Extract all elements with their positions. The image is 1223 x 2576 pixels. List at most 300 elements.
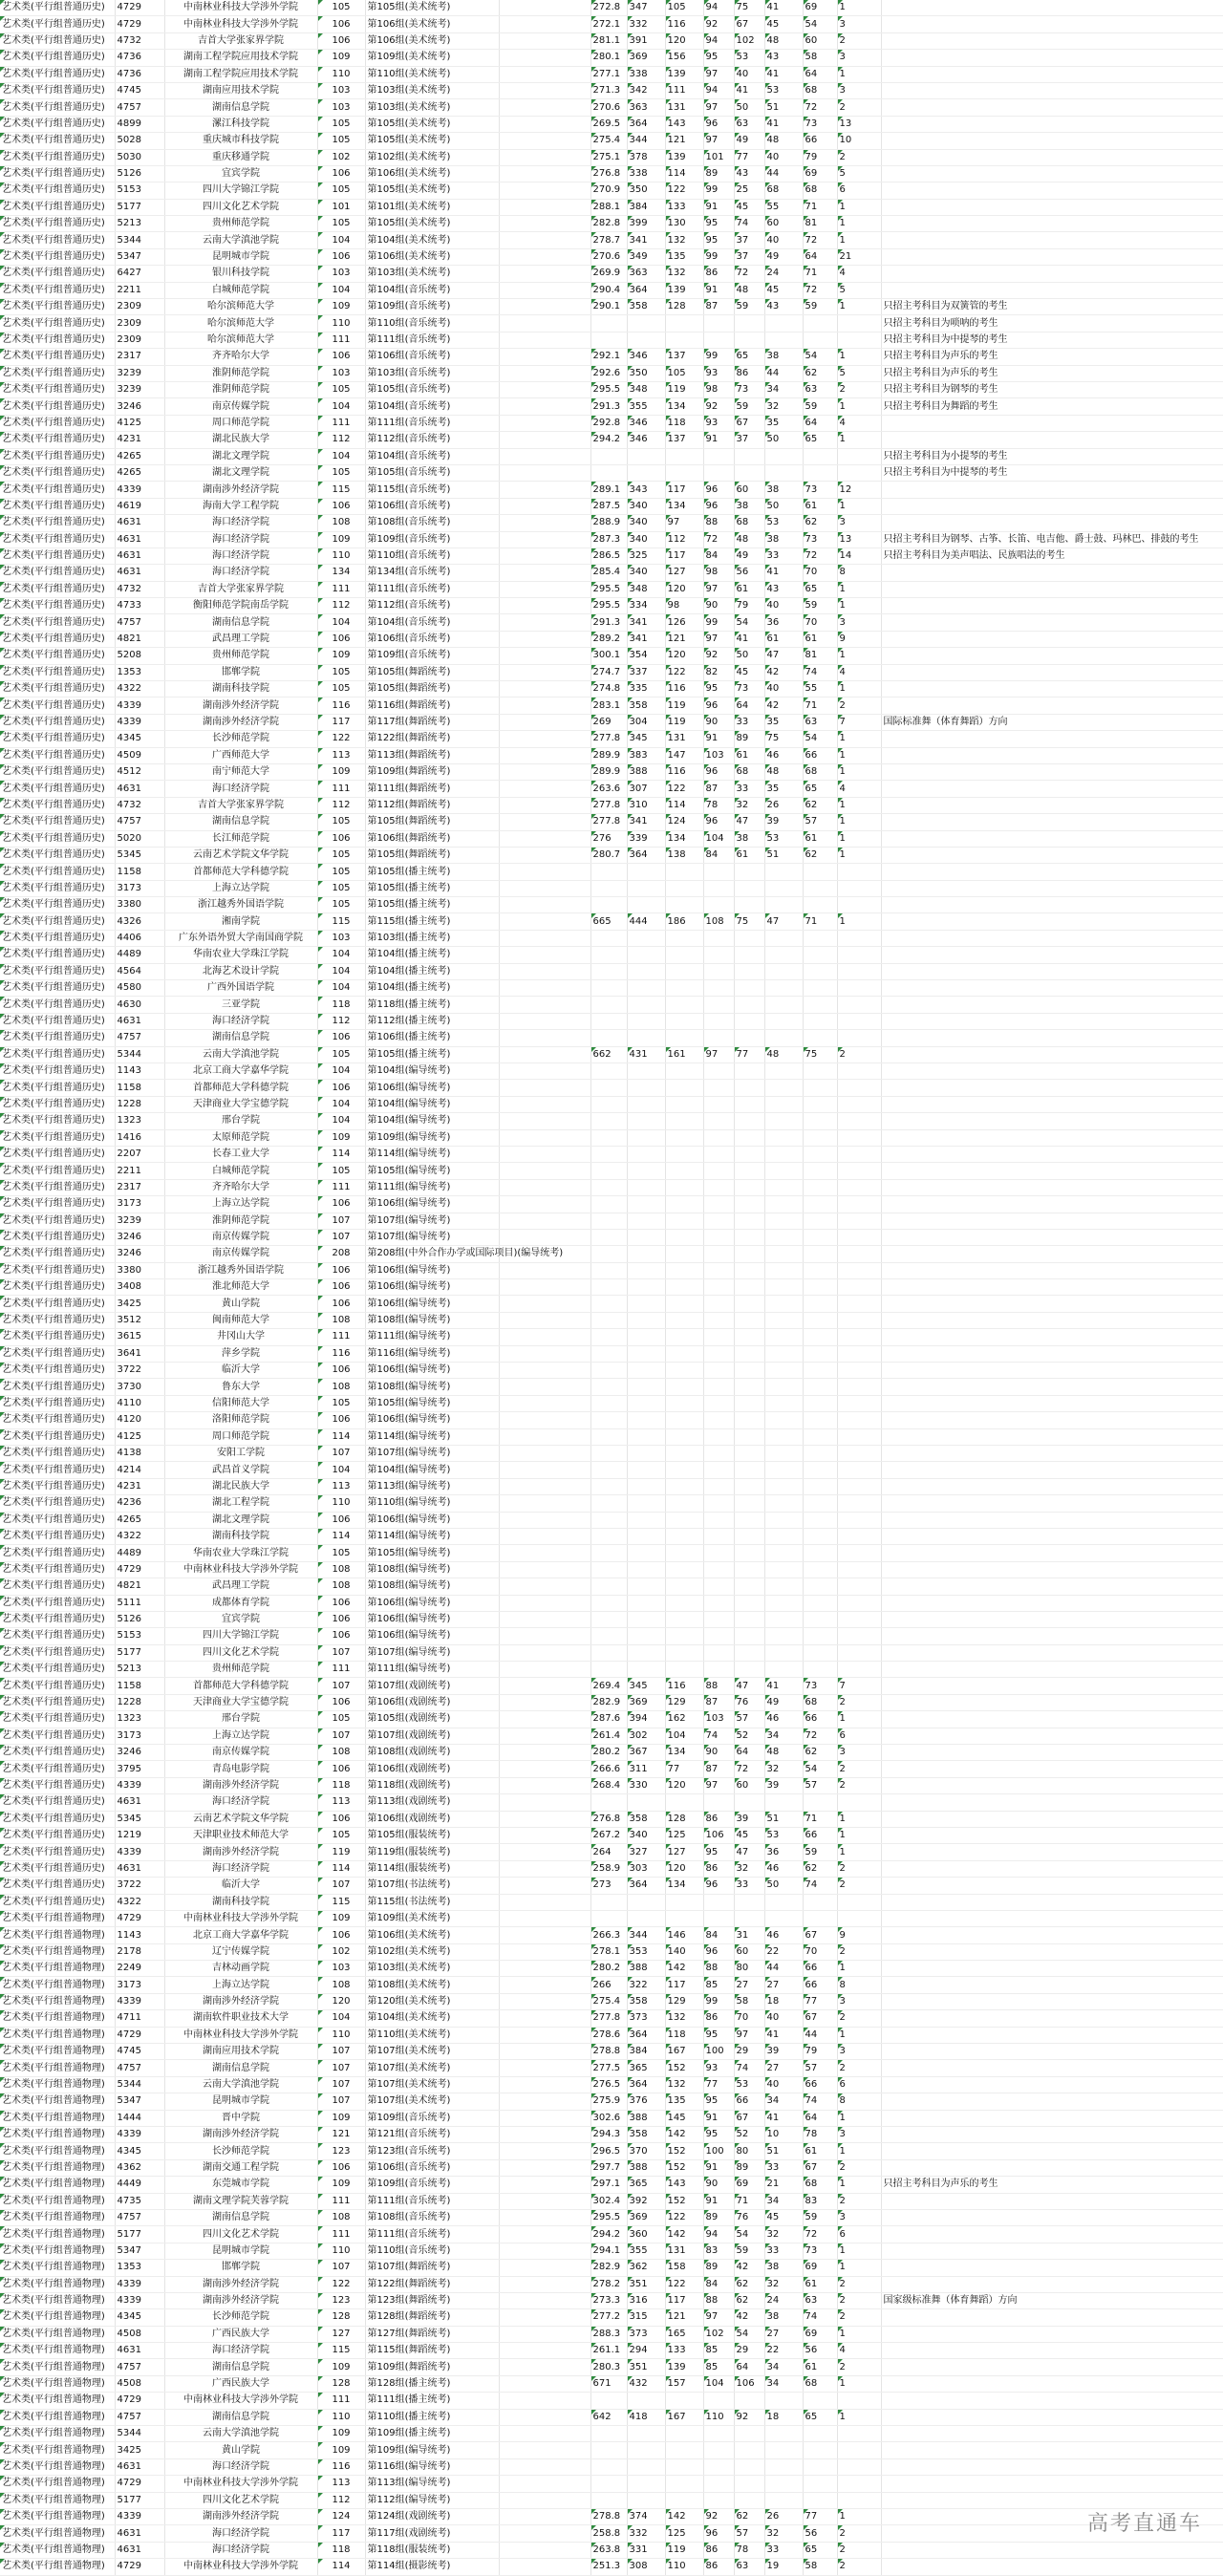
math-cell[interactable]: 99	[703, 248, 734, 265]
subject2-cell[interactable]: 62	[803, 515, 837, 531]
code-cell[interactable]: 3795	[115, 1761, 164, 1777]
total-cell[interactable]: 340	[627, 531, 665, 547]
group-code-cell[interactable]: 107	[317, 1678, 365, 1694]
math-cell[interactable]: 97	[703, 631, 734, 647]
count-cell[interactable]: 2	[837, 2292, 881, 2308]
count-cell[interactable]	[837, 1129, 881, 1146]
school-cell[interactable]: 信阳师范大学	[164, 1395, 317, 1411]
score-cell[interactable]	[590, 980, 627, 997]
group-name-cell[interactable]: 第105组(音乐统考)	[365, 464, 499, 481]
empty-cell[interactable]	[499, 2243, 590, 2259]
category-cell[interactable]: 艺术类(平行组普通历史)	[0, 1711, 115, 1728]
category-cell[interactable]: 艺术类(平行组普通物理)	[0, 2393, 115, 2409]
empty-cell[interactable]	[499, 1860, 590, 1877]
note-cell[interactable]	[881, 830, 1223, 847]
category-cell[interactable]: 艺术类(平行组普通历史)	[0, 464, 115, 481]
group-name-cell[interactable]: 第127组(舞蹈统考)	[365, 2326, 499, 2342]
subject1-cell[interactable]: 26	[764, 2508, 803, 2524]
math-cell[interactable]	[703, 2458, 734, 2475]
total-cell[interactable]: 350	[627, 365, 665, 381]
subject2-cell[interactable]	[803, 1312, 837, 1328]
chinese-cell[interactable]: 131	[665, 99, 703, 116]
group-name-cell[interactable]: 第104组(音乐统考)	[365, 614, 499, 631]
chinese-cell[interactable]: 134	[665, 830, 703, 847]
score-cell[interactable]: 274.8	[590, 681, 627, 698]
score-cell[interactable]: 282.8	[590, 216, 627, 232]
math-cell[interactable]: 93	[703, 365, 734, 381]
math-cell[interactable]	[703, 1129, 734, 1146]
group-code-cell[interactable]: 118	[317, 2542, 365, 2558]
chinese-cell[interactable]: 134	[665, 498, 703, 514]
subject2-cell[interactable]	[803, 997, 837, 1013]
code-cell[interactable]: 4736	[115, 66, 164, 82]
english-cell[interactable]: 97	[734, 2027, 764, 2043]
chinese-cell[interactable]	[665, 332, 703, 348]
school-cell[interactable]: 湖南信息学院	[164, 814, 317, 830]
group-code-cell[interactable]: 117	[317, 2525, 365, 2542]
subject1-cell[interactable]: 43	[764, 50, 803, 66]
group-code-cell[interactable]: 128	[317, 2309, 365, 2326]
group-name-cell[interactable]: 第112组(音乐统考)	[365, 432, 499, 448]
subject1-cell[interactable]: 41	[764, 2027, 803, 2043]
total-cell[interactable]: 331	[627, 2542, 665, 2558]
math-cell[interactable]: 91	[703, 432, 734, 448]
subject1-cell[interactable]: 40	[764, 232, 803, 248]
subject1-cell[interactable]	[764, 2393, 803, 2409]
code-cell[interactable]: 4406	[115, 930, 164, 946]
group-code-cell[interactable]: 109	[317, 2359, 365, 2375]
subject1-cell[interactable]	[764, 1512, 803, 1528]
english-cell[interactable]: 33	[734, 1878, 764, 1894]
score-cell[interactable]	[590, 1595, 627, 1611]
total-cell[interactable]: 369	[627, 2209, 665, 2225]
empty-cell[interactable]	[499, 2159, 590, 2176]
total-cell[interactable]	[627, 315, 665, 332]
chinese-cell[interactable]: 119	[665, 2542, 703, 2558]
english-cell[interactable]: 57	[734, 1711, 764, 1728]
score-cell[interactable]: 300.1	[590, 648, 627, 664]
code-cell[interactable]: 4733	[115, 598, 164, 614]
note-cell[interactable]	[881, 2409, 1223, 2425]
english-cell[interactable]	[734, 963, 764, 979]
total-cell[interactable]: 418	[627, 2409, 665, 2425]
score-cell[interactable]: 276.8	[590, 165, 627, 182]
subject2-cell[interactable]: 59	[803, 1844, 837, 1860]
empty-cell[interactable]	[499, 698, 590, 714]
empty-cell[interactable]	[499, 1163, 590, 1179]
count-cell[interactable]: 2	[837, 2193, 881, 2209]
category-cell[interactable]: 艺术类(平行组普通历史)	[0, 498, 115, 514]
note-cell[interactable]	[881, 232, 1223, 248]
math-cell[interactable]: 96	[703, 763, 734, 780]
count-cell[interactable]: 3	[837, 2127, 881, 2143]
subject1-cell[interactable]: 33	[764, 2159, 803, 2176]
category-cell[interactable]: 艺术类(平行组普通历史)	[0, 1379, 115, 1395]
group-name-cell[interactable]: 第128组(播主统考)	[365, 2375, 499, 2392]
group-code-cell[interactable]: 105	[317, 880, 365, 896]
chinese-cell[interactable]: 161	[665, 1046, 703, 1063]
group-code-cell[interactable]: 111	[317, 1179, 365, 1195]
total-cell[interactable]: 341	[627, 814, 665, 830]
empty-cell[interactable]	[499, 2292, 590, 2308]
group-code-cell[interactable]: 109	[317, 1129, 365, 1146]
code-cell[interactable]: 4339	[115, 482, 164, 498]
math-cell[interactable]: 99	[703, 349, 734, 365]
subject1-cell[interactable]: 48	[764, 763, 803, 780]
score-cell[interactable]: 280.7	[590, 847, 627, 863]
category-cell[interactable]: 艺术类(平行组普通历史)	[0, 614, 115, 631]
math-cell[interactable]	[703, 1363, 734, 1379]
math-cell[interactable]: 91	[703, 282, 734, 298]
code-cell[interactable]: 4339	[115, 714, 164, 730]
total-cell[interactable]: 346	[627, 432, 665, 448]
note-cell[interactable]	[881, 2542, 1223, 2558]
group-name-cell[interactable]: 第106组(音乐统考)	[365, 349, 499, 365]
group-name-cell[interactable]: 第107组(美术统考)	[365, 2093, 499, 2110]
english-cell[interactable]	[734, 1063, 764, 1080]
code-cell[interactable]: 4729	[115, 1561, 164, 1578]
math-cell[interactable]: 92	[703, 648, 734, 664]
count-cell[interactable]: 4	[837, 781, 881, 797]
category-cell[interactable]: 艺术类(平行组普通历史)	[0, 1662, 115, 1678]
score-cell[interactable]: 269.9	[590, 266, 627, 282]
school-cell[interactable]: 首都师范大学科德学院	[164, 1080, 317, 1096]
chinese-cell[interactable]	[665, 1179, 703, 1195]
count-cell[interactable]	[837, 1296, 881, 1312]
subject2-cell[interactable]: 69	[803, 0, 837, 16]
count-cell[interactable]	[837, 1329, 881, 1345]
math-cell[interactable]: 90	[703, 714, 734, 730]
note-cell[interactable]	[881, 1711, 1223, 1728]
score-cell[interactable]: 285.4	[590, 565, 627, 581]
chinese-cell[interactable]: 135	[665, 248, 703, 265]
note-cell[interactable]	[881, 1445, 1223, 1461]
count-cell[interactable]: 1	[837, 1844, 881, 1860]
subject1-cell[interactable]: 60	[764, 216, 803, 232]
category-cell[interactable]: 艺术类(平行组普通历史)	[0, 698, 115, 714]
count-cell[interactable]: 1	[837, 747, 881, 763]
school-cell[interactable]: 湘南学院	[164, 913, 317, 930]
subject2-cell[interactable]: 66	[803, 747, 837, 763]
group-name-cell[interactable]: 第114组(摄影统考)	[365, 2559, 499, 2575]
empty-cell[interactable]	[499, 1595, 590, 1611]
group-code-cell[interactable]: 105	[317, 814, 365, 830]
english-cell[interactable]: 62	[734, 2276, 764, 2292]
score-cell[interactable]	[590, 1894, 627, 1910]
score-cell[interactable]: 270.6	[590, 248, 627, 265]
subject1-cell[interactable]	[764, 1296, 803, 1312]
subject1-cell[interactable]: 47	[764, 913, 803, 930]
empty-cell[interactable]	[499, 2375, 590, 2392]
english-cell[interactable]	[734, 997, 764, 1013]
note-cell[interactable]: 国际标准舞（体育舞蹈）方向	[881, 714, 1223, 730]
count-cell[interactable]	[837, 1080, 881, 1096]
school-cell[interactable]: 南京传媒学院	[164, 1246, 317, 1262]
english-cell[interactable]: 92	[734, 2409, 764, 2425]
math-cell[interactable]	[703, 1894, 734, 1910]
math-cell[interactable]: 108	[703, 913, 734, 930]
subject2-cell[interactable]: 71	[803, 1811, 837, 1827]
math-cell[interactable]: 86	[703, 2559, 734, 2575]
group-code-cell[interactable]: 110	[317, 2409, 365, 2425]
note-cell[interactable]	[881, 1694, 1223, 1710]
note-cell[interactable]	[881, 1777, 1223, 1793]
group-name-cell[interactable]: 第107组(美术统考)	[365, 2076, 499, 2093]
code-cell[interactable]: 5213	[115, 1662, 164, 1678]
count-cell[interactable]	[837, 448, 881, 464]
chinese-cell[interactable]: 119	[665, 698, 703, 714]
code-cell[interactable]: 1323	[115, 1711, 164, 1728]
english-cell[interactable]	[734, 1329, 764, 1345]
code-cell[interactable]: 4449	[115, 2177, 164, 2193]
total-cell[interactable]: 338	[627, 66, 665, 82]
chinese-cell[interactable]: 119	[665, 381, 703, 397]
subject1-cell[interactable]	[764, 1495, 803, 1512]
note-cell[interactable]	[881, 698, 1223, 714]
english-cell[interactable]: 78	[734, 2542, 764, 2558]
empty-cell[interactable]	[499, 1528, 590, 1544]
school-cell[interactable]: 湖南信息学院	[164, 614, 317, 631]
total-cell[interactable]: 307	[627, 781, 665, 797]
total-cell[interactable]: 353	[627, 1943, 665, 1960]
total-cell[interactable]: 343	[627, 482, 665, 498]
english-cell[interactable]: 53	[734, 50, 764, 66]
category-cell[interactable]: 艺术类(平行组普通历史)	[0, 1046, 115, 1063]
code-cell[interactable]: 1143	[115, 1927, 164, 1943]
empty-cell[interactable]	[499, 547, 590, 564]
note-cell[interactable]	[881, 1428, 1223, 1445]
score-cell[interactable]: 278.6	[590, 2027, 627, 2043]
note-cell[interactable]	[881, 648, 1223, 664]
chinese-cell[interactable]: 121	[665, 2309, 703, 2326]
group-name-cell[interactable]: 第110组(美术统考)	[365, 2027, 499, 2043]
category-cell[interactable]: 艺术类(平行组普通历史)	[0, 1561, 115, 1578]
chinese-cell[interactable]: 133	[665, 2343, 703, 2359]
group-code-cell[interactable]: 113	[317, 747, 365, 763]
score-cell[interactable]	[590, 1644, 627, 1661]
note-cell[interactable]	[881, 165, 1223, 182]
group-name-cell[interactable]: 第111组(音乐统考)	[365, 415, 499, 431]
count-cell[interactable]: 2	[837, 1943, 881, 1960]
school-cell[interactable]: 武昌理工学院	[164, 631, 317, 647]
english-cell[interactable]	[734, 2393, 764, 2409]
empty-cell[interactable]	[499, 1296, 590, 1312]
school-cell[interactable]: 天津商业大学宝德学院	[164, 1096, 317, 1112]
group-name-cell[interactable]: 第105组(编导统考)	[365, 1395, 499, 1411]
score-cell[interactable]: 272.8	[590, 0, 627, 16]
chinese-cell[interactable]	[665, 963, 703, 979]
subject2-cell[interactable]: 72	[803, 99, 837, 116]
english-cell[interactable]: 42	[734, 2260, 764, 2276]
subject2-cell[interactable]	[803, 1229, 837, 1245]
count-cell[interactable]	[837, 1279, 881, 1296]
empty-cell[interactable]	[499, 1545, 590, 1561]
subject1-cell[interactable]: 68	[764, 182, 803, 199]
count-cell[interactable]: 1	[837, 1711, 881, 1728]
total-cell[interactable]: 355	[627, 398, 665, 415]
subject2-cell[interactable]: 55	[803, 681, 837, 698]
total-cell[interactable]	[627, 1312, 665, 1328]
math-cell[interactable]	[703, 1312, 734, 1328]
math-cell[interactable]	[703, 997, 734, 1013]
school-cell[interactable]: 广西外国语学院	[164, 980, 317, 997]
total-cell[interactable]: 335	[627, 681, 665, 698]
note-cell[interactable]	[881, 1943, 1223, 1960]
total-cell[interactable]	[627, 1611, 665, 1627]
empty-cell[interactable]	[499, 1844, 590, 1860]
chinese-cell[interactable]: 116	[665, 16, 703, 32]
total-cell[interactable]: 394	[627, 1711, 665, 1728]
empty-cell[interactable]	[499, 2127, 590, 2143]
score-cell[interactable]: 276.8	[590, 1811, 627, 1827]
total-cell[interactable]: 370	[627, 2143, 665, 2159]
school-cell[interactable]: 海口经济学院	[164, 2343, 317, 2359]
note-cell[interactable]: 只招主考科目为唢呐的考生	[881, 315, 1223, 332]
english-cell[interactable]: 31	[734, 1927, 764, 1943]
empty-cell[interactable]	[499, 1728, 590, 1744]
category-cell[interactable]: 艺术类(平行组普通物理)	[0, 2243, 115, 2259]
school-cell[interactable]: 长沙师范学院	[164, 2309, 317, 2326]
school-cell[interactable]: 湖南工程学院应用技术学院	[164, 50, 317, 66]
category-cell[interactable]: 艺术类(平行组普通历史)	[0, 781, 115, 797]
school-cell[interactable]: 南京传媒学院	[164, 398, 317, 415]
math-cell[interactable]: 97	[703, 133, 734, 149]
empty-cell[interactable]	[499, 482, 590, 498]
count-cell[interactable]: 6	[837, 182, 881, 199]
count-cell[interactable]: 1	[837, 814, 881, 830]
category-cell[interactable]: 艺术类(平行组普通历史)	[0, 731, 115, 747]
english-cell[interactable]	[734, 1363, 764, 1379]
group-code-cell[interactable]: 105	[317, 1827, 365, 1843]
code-cell[interactable]: 4214	[115, 1462, 164, 1478]
english-cell[interactable]: 37	[734, 248, 764, 265]
school-cell[interactable]: 长沙师范学院	[164, 2143, 317, 2159]
subject1-cell[interactable]: 32	[764, 1761, 803, 1777]
category-cell[interactable]: 艺术类(平行组普通物理)	[0, 2044, 115, 2060]
school-cell[interactable]: 洛阳师范学院	[164, 1412, 317, 1428]
subject1-cell[interactable]: 35	[764, 415, 803, 431]
category-cell[interactable]: 艺术类(平行组普通历史)	[0, 1262, 115, 1278]
group-code-cell[interactable]: 116	[317, 698, 365, 714]
english-cell[interactable]: 33	[734, 714, 764, 730]
note-cell[interactable]	[881, 498, 1223, 514]
english-cell[interactable]	[734, 2476, 764, 2492]
subject2-cell[interactable]: 56	[803, 2343, 837, 2359]
score-cell[interactable]: 291.3	[590, 614, 627, 631]
english-cell[interactable]	[734, 1578, 764, 1595]
english-cell[interactable]: 61	[734, 747, 764, 763]
code-cell[interactable]: 4345	[115, 731, 164, 747]
math-cell[interactable]: 95	[703, 2027, 734, 2043]
school-cell[interactable]: 湖南涉外经济学院	[164, 698, 317, 714]
english-cell[interactable]: 33	[734, 781, 764, 797]
count-cell[interactable]: 1	[837, 797, 881, 813]
school-cell[interactable]: 湖南交通工程学院	[164, 2159, 317, 2176]
empty-cell[interactable]	[499, 2359, 590, 2375]
subject1-cell[interactable]: 39	[764, 1777, 803, 1793]
empty-cell[interactable]	[499, 1279, 590, 1296]
count-cell[interactable]: 1	[837, 2177, 881, 2193]
subject1-cell[interactable]	[764, 1910, 803, 1926]
code-cell[interactable]: 4729	[115, 2027, 164, 2043]
score-cell[interactable]	[590, 1179, 627, 1195]
subject1-cell[interactable]: 47	[764, 648, 803, 664]
category-cell[interactable]: 艺术类(平行组普通历史)	[0, 664, 115, 680]
english-cell[interactable]: 25	[734, 182, 764, 199]
group-name-cell[interactable]: 第111组(音乐统考)	[365, 581, 499, 597]
group-code-cell[interactable]: 114	[317, 1860, 365, 1877]
empty-cell[interactable]	[499, 248, 590, 265]
school-cell[interactable]: 哈尔滨师范大学	[164, 315, 317, 332]
subject1-cell[interactable]: 27	[764, 2326, 803, 2342]
group-name-cell[interactable]: 第114组(编导统考)	[365, 1428, 499, 1445]
math-cell[interactable]: 91	[703, 731, 734, 747]
subject2-cell[interactable]: 64	[803, 2110, 837, 2126]
subject2-cell[interactable]: 61	[803, 830, 837, 847]
total-cell[interactable]: 340	[627, 515, 665, 531]
category-cell[interactable]: 艺术类(平行组普通历史)	[0, 1611, 115, 1627]
count-cell[interactable]	[837, 2492, 881, 2508]
subject1-cell[interactable]	[764, 1478, 803, 1494]
empty-cell[interactable]	[499, 1478, 590, 1494]
math-cell[interactable]	[703, 332, 734, 348]
subject2-cell[interactable]	[803, 1063, 837, 1080]
note-cell[interactable]	[881, 2226, 1223, 2243]
chinese-cell[interactable]	[665, 897, 703, 913]
math-cell[interactable]: 84	[703, 1927, 734, 1943]
group-code-cell[interactable]: 108	[317, 515, 365, 531]
english-cell[interactable]	[734, 1379, 764, 1395]
chinese-cell[interactable]	[665, 1246, 703, 1262]
code-cell[interactable]: 5177	[115, 2492, 164, 2508]
school-cell[interactable]: 海口经济学院	[164, 1860, 317, 1877]
empty-cell[interactable]	[499, 1628, 590, 1644]
english-cell[interactable]: 70	[734, 2010, 764, 2027]
code-cell[interactable]: 1228	[115, 1096, 164, 1112]
subject2-cell[interactable]: 54	[803, 1761, 837, 1777]
chinese-cell[interactable]: 143	[665, 2177, 703, 2193]
group-code-cell[interactable]: 105	[317, 182, 365, 199]
english-cell[interactable]: 54	[734, 614, 764, 631]
group-code-cell[interactable]: 121	[317, 2127, 365, 2143]
note-cell[interactable]	[881, 1229, 1223, 1245]
subject2-cell[interactable]: 65	[803, 781, 837, 797]
note-cell[interactable]	[881, 1179, 1223, 1195]
subject1-cell[interactable]: 21	[764, 2177, 803, 2193]
category-cell[interactable]: 艺术类(平行组普通历史)	[0, 448, 115, 464]
chinese-cell[interactable]	[665, 1279, 703, 1296]
score-cell[interactable]: 283.1	[590, 698, 627, 714]
chinese-cell[interactable]	[665, 1113, 703, 1129]
category-cell[interactable]: 艺术类(平行组普通历史)	[0, 381, 115, 397]
group-name-cell[interactable]: 第128组(舞蹈统考)	[365, 2309, 499, 2326]
subject1-cell[interactable]: 22	[764, 1943, 803, 1960]
subject1-cell[interactable]	[764, 1345, 803, 1362]
category-cell[interactable]: 艺术类(平行组普通物理)	[0, 2292, 115, 2308]
count-cell[interactable]	[837, 1462, 881, 1478]
empty-cell[interactable]	[499, 2559, 590, 2575]
score-cell[interactable]: 269.4	[590, 1678, 627, 1694]
school-cell[interactable]: 海南大学工程学院	[164, 498, 317, 514]
school-cell[interactable]: 中南林业科技大学涉外学院	[164, 16, 317, 32]
group-code-cell[interactable]: 104	[317, 1096, 365, 1112]
english-cell[interactable]	[734, 947, 764, 963]
note-cell[interactable]	[881, 99, 1223, 116]
subject2-cell[interactable]: 70	[803, 565, 837, 581]
empty-cell[interactable]	[499, 864, 590, 880]
category-cell[interactable]: 艺术类(平行组普通物理)	[0, 1943, 115, 1960]
score-cell[interactable]	[590, 1445, 627, 1461]
